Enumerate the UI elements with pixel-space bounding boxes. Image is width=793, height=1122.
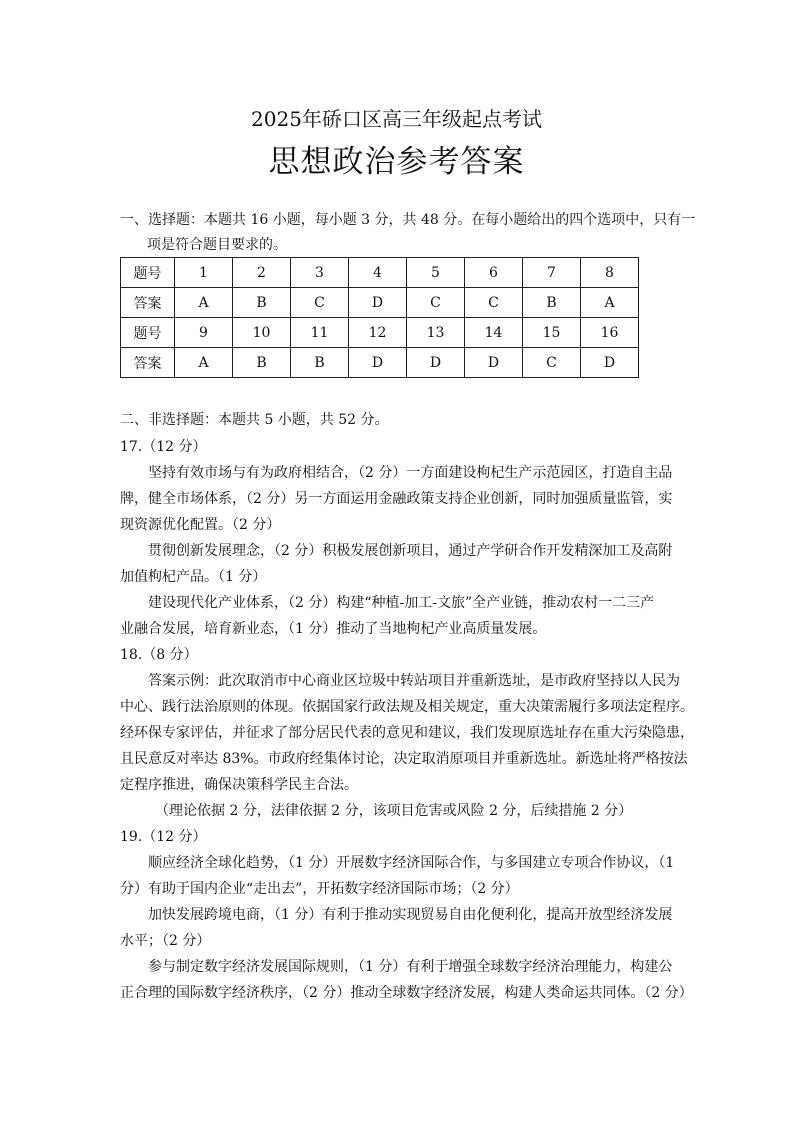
table-cell: C [523, 348, 581, 378]
q17-number: 17.（12 分） [120, 439, 207, 455]
q18-text: 答案示例：此次取消市中心商业区垃圾中转站项目并重新选址，是市政府坚持以人民为 [148, 673, 680, 689]
table-cell: 1 [175, 258, 233, 288]
section2-heading: 二、非选择题：本题共 5 小题，共 52 分。 [120, 412, 389, 428]
section1-heading: 一、选择题：本题共 16 小题，每小题 3 分，共 48 分。在每小题给出的四个选项中，只有一 [120, 212, 696, 228]
table-row-questions-2 [121, 318, 639, 348]
table-cell: 11 [291, 318, 349, 348]
table-cell: 7 [523, 258, 581, 288]
table-cell: 8 [581, 258, 639, 288]
q19-number: 19.（12 分） [120, 829, 207, 845]
table-cell: D [581, 348, 639, 378]
row-label-answer: 答案 [121, 288, 175, 318]
table-cell: C [291, 288, 349, 318]
table-cell: D [349, 348, 407, 378]
table-cell: B [523, 288, 581, 318]
q19-text: 水平；（2 分） [120, 933, 211, 949]
q18-text: 且民意反对率达 83%。市政府经集体讨论，决定取消原项目并重新选址。新选址将严格按法 [120, 751, 688, 767]
document-subtitle: 思想政治参考答案 [268, 144, 525, 180]
table-cell: 4 [349, 258, 407, 288]
table-cell: 12 [349, 318, 407, 348]
table-row-answers-2 [121, 348, 639, 378]
q18-text: 经环保专家评估，并征求了部分居民代表的意见和建议，我们发现原选址存在重大污染隐患， [120, 725, 694, 741]
exam-title: 2025年硚口区高三年级起点考试 [251, 107, 542, 131]
q17-text: 坚持有效市场与有为政府相结合，（2 分）一方面建设枸杞生产示范园区，打造自主品 [148, 465, 673, 481]
q17-text: 牌，健全市场体系，（2 分）另一方面运用金融政策支持企业创新，同时加强质量监管，实 [120, 491, 673, 507]
table-cell: 9 [175, 318, 233, 348]
q19-text: 加快发展跨境电商，（1 分）有利于推动实现贸易自由化便利化，提高开放型经济发展 [148, 907, 673, 923]
table-cell: C [407, 288, 465, 318]
table-cell: 13 [407, 318, 465, 348]
q17-text: 现资源优化配置。（2 分） [120, 517, 281, 533]
q19-text: 分）有助于国内企业“走出去”，开拓数字经济国际市场；（2 分） [120, 881, 519, 897]
table-cell: 16 [581, 318, 639, 348]
table-cell: 14 [465, 318, 523, 348]
q19-text: 参与制定数字经济发展国际规则，（1 分）有利于增强全球数字经济治理能力，构建公 [148, 959, 673, 975]
q18-number: 18.（8 分） [120, 647, 198, 663]
q17-text: 贯彻创新发展理念，（2 分）积极发展创新项目，通过产学研合作开发精深加工及高附 [148, 543, 673, 559]
q18-text: 定程序推进，确保决策科学民主合法。 [120, 777, 358, 793]
table-cell: 6 [465, 258, 523, 288]
row-label-question: 题号 [121, 318, 175, 348]
table-cell: B [291, 348, 349, 378]
table-cell: B [233, 348, 291, 378]
table-cell: 3 [291, 258, 349, 288]
section1-heading-cont: 项是符合题目要求的。 [147, 237, 287, 253]
table-cell: C [465, 288, 523, 318]
q17-text: 加值枸杞产品。（1 分） [120, 569, 267, 585]
q18-text: 中心、践行法治原则的体现。依据国家行政法规及相关规定，重大决策需履行多项法定程序。 [120, 699, 694, 715]
row-label-answer: 答案 [121, 348, 175, 378]
table-cell: D [465, 348, 523, 378]
q17-text: 建设现代化产业体系，（2 分）构建“种植-加工-文旅”全产业链，推动农村一二三产 [148, 595, 655, 611]
q19-text: 顺应经济全球化趋势，（1 分）开展数字经济国际合作，与多国建立专项合作协议，（1 [148, 855, 675, 871]
answer-table [120, 257, 639, 378]
table-cell: A [175, 348, 233, 378]
q17-text: 业融合发展，培育新业态，（1 分）推动了当地枸杞产业高质量发展。 [120, 621, 547, 637]
table-row-answers-1 [121, 288, 639, 318]
row-label-question: 题号 [121, 258, 175, 288]
table-cell: A [175, 288, 233, 318]
table-cell: D [349, 288, 407, 318]
table-cell: 2 [233, 258, 291, 288]
q19-text: 正合理的国际数字经济秩序，（2 分）推动全球数字经济发展，构建人类命运共同体。（2 分） [120, 985, 693, 1001]
table-cell: A [581, 288, 639, 318]
table-cell: 15 [523, 318, 581, 348]
table-row-questions-1 [121, 258, 639, 288]
q18-scoring-note: （理论依据 2 分，法律依据 2 分，该项目危害或风险 2 分，后续措施 2 分） [155, 803, 633, 819]
table-cell: 10 [233, 318, 291, 348]
table-cell: 5 [407, 258, 465, 288]
table-cell: D [407, 348, 465, 378]
table-cell: B [233, 288, 291, 318]
